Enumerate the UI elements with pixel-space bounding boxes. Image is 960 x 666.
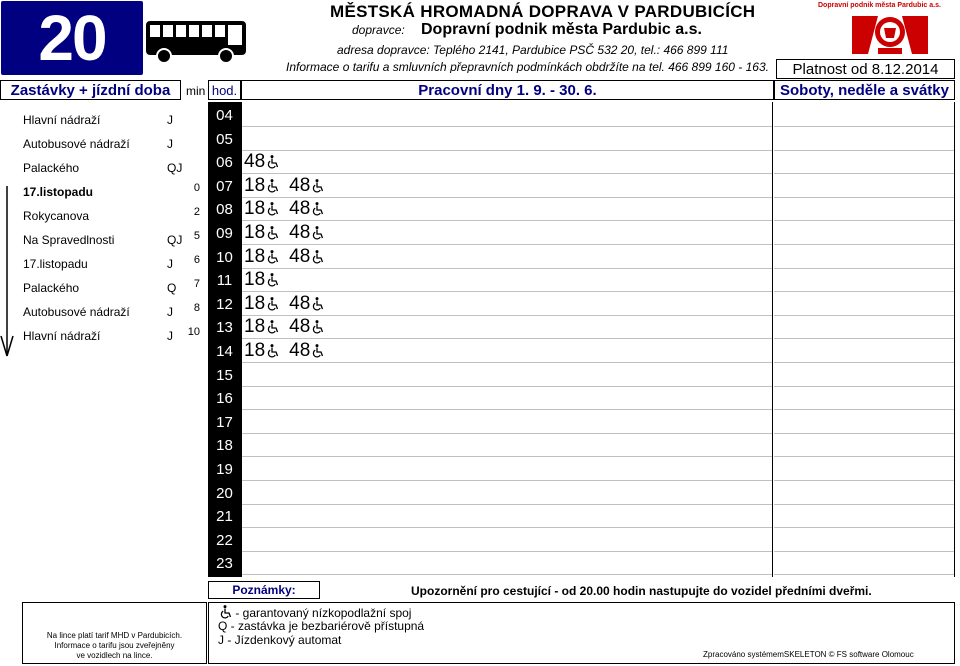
- stop-minutes: 7: [193, 278, 200, 290]
- tariff-note-line: Informace o tarifu jsou zveřejněny: [54, 641, 175, 650]
- workday-departures: [244, 292, 334, 316]
- wheelchair-icon: [312, 226, 324, 240]
- stop-name: Hlavní nádraží: [23, 329, 101, 343]
- departure-minute: [289, 340, 324, 362]
- departure-minute: [289, 222, 324, 244]
- departure-minute: [289, 293, 324, 315]
- grid-line: [242, 433, 772, 434]
- departure-minute-value: 18: [244, 198, 266, 219]
- logo-text: Dopravní podnik města Pardubic a.s.: [818, 2, 941, 9]
- grid-line: [242, 504, 772, 505]
- grid-line: [242, 150, 772, 151]
- grid-line: [774, 220, 954, 221]
- stop-name: Palackého: [23, 281, 80, 295]
- bus-icon: [144, 18, 250, 65]
- tariff-note-line: Na lince platí tarif MHD v Pardubicích.: [46, 631, 183, 640]
- hour-label: 20: [216, 484, 233, 502]
- stop-flag: QJ: [167, 233, 183, 247]
- hour-label: 15: [216, 366, 233, 384]
- grid-line: [774, 244, 954, 245]
- wheelchair-icon: [312, 250, 324, 264]
- hour-label: 22: [216, 531, 233, 549]
- line-number-badge: 20: [1, 1, 143, 75]
- departure-minute-value: 48: [289, 222, 311, 243]
- note-low-floor: [218, 605, 411, 620]
- departure-minute: [244, 222, 279, 244]
- departure-minute: [244, 198, 279, 220]
- departure-minute-value: 48: [289, 246, 311, 267]
- stops-header: Zastávky + jízdní doba: [0, 80, 181, 100]
- wheelchair-icon: [312, 202, 324, 216]
- grid-line: [774, 456, 954, 457]
- workday-departures: [244, 174, 334, 198]
- wheelchair-icon: [312, 179, 324, 193]
- departure-minute: [289, 246, 324, 268]
- grid-line: [774, 527, 954, 528]
- grid-line: [242, 126, 772, 127]
- departure-minute: [244, 340, 279, 362]
- grid-line: [774, 409, 954, 410]
- grid-line: [242, 386, 772, 387]
- grid-line: [774, 551, 954, 552]
- grid-line: [774, 433, 954, 434]
- departure-minute: [244, 151, 279, 173]
- wheelchair-icon: [267, 297, 279, 311]
- departure-minute: [289, 198, 324, 220]
- departure-minute: [289, 175, 324, 197]
- hour-label: 06: [216, 153, 233, 171]
- wheelchair-icon: [220, 605, 232, 619]
- hour-label: 05: [216, 130, 233, 148]
- stop-minutes: 8: [193, 302, 200, 314]
- stop-flag: J: [167, 137, 173, 151]
- wheelchair-icon: [267, 226, 279, 240]
- carrier-address: adresa dopravce: Teplého 2141, Pardubice PSČ 532 20, tel.: 466 899 111: [337, 43, 729, 57]
- stop-name: Autobusové nádraží: [23, 137, 130, 151]
- grid-line: [774, 126, 954, 127]
- page-title: MĚSTSKÁ HROMADNÁ DOPRAVA V PARDUBICÍCH: [330, 2, 756, 21]
- grid-line: [774, 268, 954, 269]
- workday-departures: [244, 150, 289, 174]
- stop-name: 17.listopadu: [23, 185, 94, 199]
- note-text: - garantovaný nízkopodlažní spoj: [235, 606, 412, 620]
- grid-line: [774, 197, 954, 198]
- hour-label: 12: [216, 295, 233, 313]
- departure-minute-value: 48: [289, 198, 311, 219]
- hour-header: hod.: [208, 80, 241, 100]
- wheelchair-icon: [267, 273, 279, 287]
- grid-line: [774, 150, 954, 151]
- passenger-warning: Upozornění pro cestující - od 20.00 hodin nastupujte do vozidel předními dveřmi.: [411, 584, 872, 598]
- grid-line: [774, 315, 954, 316]
- hour-label: 21: [216, 507, 233, 525]
- hour-label: 19: [216, 460, 233, 478]
- departure-minute-value: 18: [244, 340, 266, 361]
- note-text: Q - zastávka je bezbariérově přístupná: [218, 619, 425, 633]
- departure-minute-value: 48: [289, 293, 311, 314]
- stop-flag: J: [167, 257, 173, 271]
- departure-minute-value: 48: [289, 175, 311, 196]
- departure-minute: [244, 316, 279, 338]
- workday-departures: [244, 197, 334, 221]
- workdays-header: Pracovní dny 1. 9. - 30. 6.: [241, 80, 774, 100]
- stop-minutes: 2: [193, 206, 200, 218]
- stop-name: 17.listopadu: [23, 257, 88, 271]
- departure-minute-value: 18: [244, 246, 266, 267]
- wheelchair-icon: [267, 250, 279, 264]
- departure-minute-value: 48: [289, 340, 311, 361]
- stop-flag: J: [167, 305, 173, 319]
- footer-credit: Zpracováno systémemSKELETON © FS software Olomouc: [703, 650, 914, 659]
- note-text: J - Jízdenkový automat: [218, 633, 342, 647]
- hour-label: 11: [216, 271, 233, 289]
- grid-line: [242, 551, 772, 552]
- grid-line: [774, 480, 954, 481]
- route-direction-arrow-icon: [0, 186, 14, 358]
- wheelchair-icon: [267, 155, 279, 169]
- departure-minute-value: 48: [289, 316, 311, 337]
- grid-line: [242, 574, 772, 575]
- departure-minute: [289, 316, 324, 338]
- tariff-info: Informace o tarifu a smluvních přepravních podmínkách obdržíte na tel. 466 899 160 - 163.: [286, 60, 769, 73]
- hour-label: 14: [216, 342, 233, 360]
- stop-flag: Q: [167, 281, 177, 295]
- departure-minute-value: 48: [244, 151, 266, 172]
- wheelchair-icon: [267, 179, 279, 193]
- stop-minutes: 5: [193, 230, 200, 242]
- stop-minutes: 0: [193, 182, 200, 194]
- grid-line: [242, 527, 772, 528]
- hour-label: 10: [216, 248, 233, 266]
- departure-minute: [244, 246, 279, 268]
- min-header: min: [186, 84, 206, 98]
- wheelchair-icon: [267, 202, 279, 216]
- hour-label: 23: [216, 554, 233, 572]
- departure-minute-value: 18: [244, 175, 266, 196]
- company-logo-icon: [848, 10, 932, 60]
- grid-line: [242, 480, 772, 481]
- hour-label: 04: [216, 106, 233, 124]
- tariff-note-box: [22, 602, 207, 664]
- stop-name: Autobusové nádraží: [23, 305, 130, 319]
- workday-departures: [244, 339, 334, 363]
- hour-label: 13: [216, 318, 233, 336]
- stop-flag: QJ: [167, 161, 183, 175]
- carrier-name: Dopravní podnik města Pardubic a.s.: [421, 21, 702, 38]
- wheelchair-icon: [312, 344, 324, 358]
- grid-line: [242, 456, 772, 457]
- grid-line: [774, 291, 954, 292]
- wheelchair-icon: [267, 320, 279, 334]
- hour-label: 17: [216, 413, 233, 431]
- grid-line: [774, 362, 954, 363]
- hour-label: 07: [216, 177, 233, 195]
- departure-minute: [244, 175, 279, 197]
- stop-name: Hlavní nádraží: [23, 113, 101, 127]
- validity-date: Platnost od 8.12.2014: [776, 59, 955, 79]
- carrier-label: dopravce:: [352, 23, 405, 37]
- stop-flag: J: [167, 113, 173, 127]
- departure-minute-value: 18: [244, 316, 266, 337]
- hour-label: 16: [216, 389, 233, 407]
- stop-minutes: 10: [187, 326, 200, 338]
- hour-label: 08: [216, 200, 233, 218]
- stop-flag: J: [167, 329, 173, 343]
- grid-line: [242, 409, 772, 410]
- departure-minute-value: 18: [244, 269, 266, 290]
- departure-minute: [244, 269, 279, 291]
- stop-name: Palackého: [23, 161, 80, 175]
- workday-departures: [244, 268, 289, 292]
- workday-departures: [244, 245, 334, 269]
- departure-minute-value: 18: [244, 222, 266, 243]
- departure-minute: [244, 293, 279, 315]
- grid-line: [774, 338, 954, 339]
- grid-line: [774, 173, 954, 174]
- tariff-note-line: ve vozidlech na lince.: [76, 651, 153, 660]
- workday-departures: [244, 221, 334, 245]
- stop-name: Na Spravedlnosti: [23, 233, 115, 247]
- workday-departures: [244, 315, 334, 339]
- stop-name: Rokycanova: [23, 209, 90, 223]
- stop-minutes: 6: [193, 254, 200, 266]
- notes-label: Poznámky:: [208, 581, 320, 599]
- wheelchair-icon: [267, 344, 279, 358]
- grid-line: [774, 504, 954, 505]
- grid-line: [774, 386, 954, 387]
- hour-label: 09: [216, 224, 233, 242]
- departure-minute-value: 18: [244, 293, 266, 314]
- weekend-header: Soboty, neděle a svátky: [774, 80, 955, 100]
- wheelchair-icon: [312, 297, 324, 311]
- wheelchair-icon: [312, 320, 324, 334]
- hour-label: 18: [216, 436, 233, 454]
- grid-line: [774, 574, 954, 575]
